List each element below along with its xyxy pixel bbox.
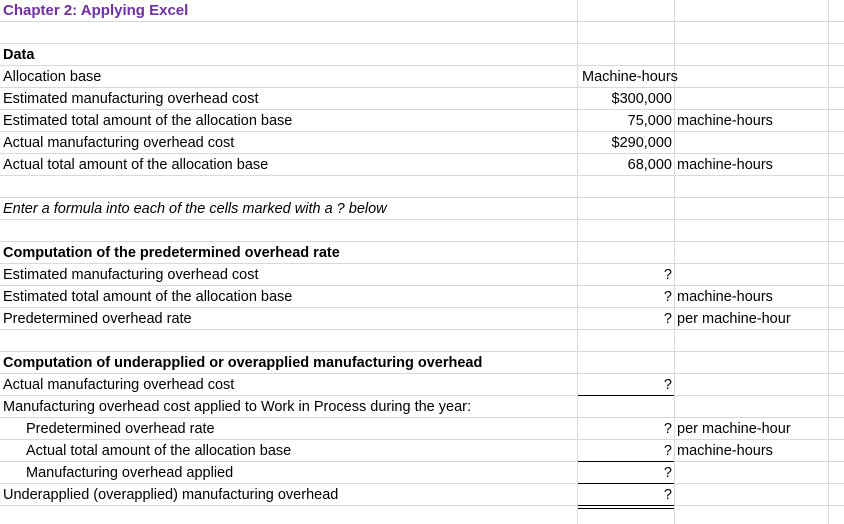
data-label-allocation-base[interactable]: Allocation base [3, 69, 102, 85]
data-label-actual-overhead[interactable]: Actual manufacturing overhead cost [3, 135, 235, 151]
under-label-applied-header[interactable]: Manufacturing overhead cost applied to Work in Process during the year: [3, 399, 472, 415]
pohr-unit-rate[interactable]: per machine-hour [677, 311, 791, 327]
pohr-heading[interactable]: Computation of the predetermined overhead rate [3, 245, 340, 261]
data-value-est-overhead[interactable]: $300,000 [611, 91, 672, 107]
single-underline [578, 395, 674, 396]
pohr-value-rate[interactable]: ? [663, 311, 672, 327]
data-value-allocation-base[interactable]: Machine-hours [582, 69, 678, 85]
under-value-actual-overhead[interactable]: ? [663, 377, 672, 393]
gridline [0, 43, 844, 44]
instruction-text[interactable]: Enter a formula into each of the cells marked with a ? below [3, 201, 387, 217]
data-heading[interactable]: Data [3, 47, 35, 63]
under-label-rate[interactable]: Predetermined overhead rate [26, 421, 215, 437]
under-unit-rate[interactable]: per machine-hour [677, 421, 791, 437]
under-label-overhead-applied[interactable]: Manufacturing overhead applied [26, 465, 234, 481]
under-label-actual-base[interactable]: Actual total amount of the allocation base [26, 443, 292, 459]
under-value-actual-base[interactable]: ? [663, 443, 672, 459]
gridline [0, 65, 844, 66]
under-label-actual-overhead[interactable]: Actual manufacturing overhead cost [3, 377, 235, 393]
data-unit-actual-base[interactable]: machine-hours [677, 157, 773, 173]
under-value-rate[interactable]: ? [663, 421, 672, 437]
under-label-result[interactable]: Underapplied (overapplied) manufacturing overhead [3, 487, 339, 503]
under-value-result[interactable]: ? [663, 487, 672, 503]
pohr-value-est-overhead[interactable]: ? [663, 267, 672, 283]
double-underline-bottom [578, 508, 674, 509]
gridline [828, 0, 829, 524]
data-unit-est-base[interactable]: machine-hours [677, 113, 773, 129]
pohr-label-est-overhead[interactable]: Estimated manufacturing overhead cost [3, 267, 259, 283]
pohr-label-est-base[interactable]: Estimated total amount of the allocation base [3, 289, 293, 305]
data-value-actual-overhead[interactable]: $290,000 [611, 135, 672, 151]
under-heading[interactable]: Computation of underapplied or overapplied manufacturing overhead [3, 355, 483, 371]
sheet-title[interactable]: Chapter 2: Applying Excel [3, 2, 189, 19]
pohr-label-rate[interactable]: Predetermined overhead rate [3, 311, 192, 327]
data-label-est-base[interactable]: Estimated total amount of the allocation base [3, 113, 293, 129]
data-label-est-overhead[interactable]: Estimated manufacturing overhead cost [3, 91, 259, 107]
data-value-est-base[interactable]: 75,000 [627, 113, 672, 129]
under-unit-actual-base[interactable]: machine-hours [677, 443, 773, 459]
pohr-value-est-base[interactable]: ? [663, 289, 672, 305]
under-value-overhead-applied[interactable]: ? [663, 465, 672, 481]
data-value-actual-base[interactable]: 68,000 [627, 157, 672, 173]
gridline [577, 0, 578, 524]
double-underline-top [578, 505, 674, 506]
pohr-unit-est-base[interactable]: machine-hours [677, 289, 773, 305]
data-label-actual-base[interactable]: Actual total amount of the allocation base [3, 157, 269, 173]
